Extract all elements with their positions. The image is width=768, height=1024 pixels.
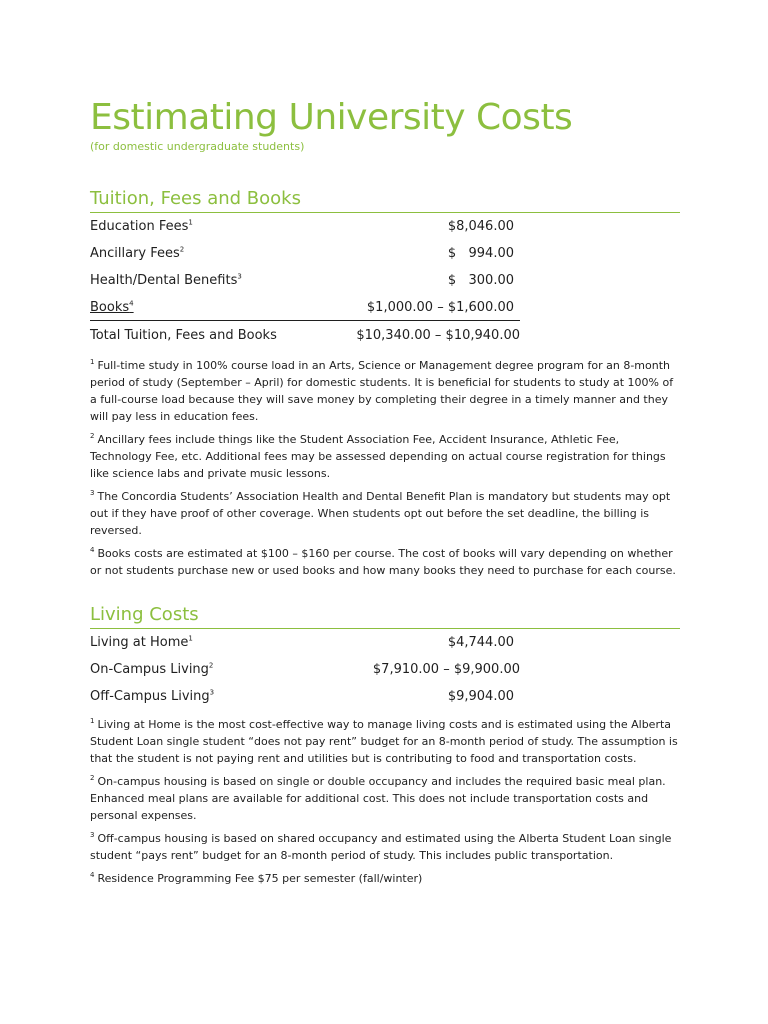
living-footnotes (90, 716, 680, 887)
footnote-ref: 2 (179, 245, 185, 254)
footnote-text: The Concordia Students’ Association Health and Dental Benefit Plan is mandatory but students may opt out if they have proof of other coverage. When students opt out before the set deadline, the billing is reversed. (90, 490, 671, 537)
cost-label: Living at Home (90, 635, 189, 650)
section-heading-living: Living Costs (90, 603, 680, 629)
footnote-text: Off-campus housing is based on shared occupancy and estimated using the Alberta Student Loan single student “pays rent” budget for an 8-month period of study. This includes public transportation. (90, 832, 672, 862)
footnote-mark: 3 (90, 831, 95, 840)
cost-amount: $10,340.00 – $10,940.00 (356, 328, 520, 343)
footnote-mark: 4 (90, 871, 95, 880)
cost-label: Total Tuition, Fees and Books (90, 328, 277, 343)
cost-amount: $8,046.00 (447, 219, 514, 234)
cost-row-books (90, 294, 520, 321)
tuition-footnotes (90, 357, 680, 579)
footnote (90, 431, 680, 482)
footnote-text: Living at Home is the most cost-effective way to manage living costs and is estimated using the Alberta Student Loan single student “does not pay rent” budget for an 8-month period of study. The assumption is that the student is not paying rent and utilities but is contributing to food and transportation costs. (90, 718, 678, 765)
footnote-text: Ancillary fees include things like the Student Association Fee, Accident Insurance, Athletic Fee, Technology Fee, etc. Additional fees may be assessed depending on actual course registration for things like science labs and private music lessons. (90, 433, 666, 480)
cost-row-off-campus (90, 683, 520, 710)
page-subtitle: (for domestic undergraduate students) (90, 140, 305, 153)
cost-row-health-dental (90, 267, 520, 294)
cost-row-living-at-home (90, 629, 520, 656)
cost-label: Books (90, 300, 130, 315)
cost-row-total (90, 321, 520, 351)
footnote-ref: 3 (237, 272, 242, 281)
cost-label: Education Fees (90, 219, 189, 234)
cost-row-ancillary-fees (90, 240, 520, 267)
footnote (90, 545, 680, 579)
cost-label: Ancillary Fees (90, 246, 180, 261)
cost-row-on-campus (90, 656, 520, 683)
cost-label: Off-Campus Living (90, 689, 210, 704)
footnote-mark: 1 (90, 358, 95, 367)
footnote-text: On-campus housing is based on single or double occupancy and includes the required basic meal plan. Enhanced meal plans are available for additional cost. This does not include transportation costs and personal expenses. (90, 775, 666, 822)
footnote (90, 357, 680, 425)
footnote-ref: 1 (188, 218, 193, 227)
footnote-ref: 4 (129, 299, 134, 308)
cost-amount: $4,744.00 (447, 635, 514, 650)
cost-label: On-Campus Living (90, 662, 209, 677)
cost-amount: $ 994.00 (447, 246, 514, 261)
footnote-mark: 2 (90, 774, 95, 783)
cost-amount: $9,904.00 (447, 689, 514, 704)
footnote-mark: 3 (90, 489, 95, 498)
document-page (90, 96, 680, 887)
footnote-text: Full-time study in 100% course load in an Arts, Science or Management degree program for an 8-month period of study (September – April) for domestic students. It is beneficial for students to study at 100% of a full-course load because they will save money by completing their degree in a timely manner and they will pay less in education fees. (90, 359, 674, 423)
cost-label: Health/Dental Benefits (90, 273, 238, 288)
footnote (90, 716, 680, 767)
footnote-text: Residence Programming Fee $75 per semester (fall/winter) (97, 872, 423, 885)
footnote (90, 870, 680, 887)
footnote (90, 830, 680, 864)
footnote-ref: 1 (188, 634, 193, 643)
footnote-mark: 4 (90, 546, 95, 555)
cost-row-education-fees (90, 213, 520, 240)
section-heading-tuition: Tuition, Fees and Books (90, 187, 680, 213)
footnote-mark: 1 (90, 717, 95, 726)
cost-amount: $ 300.00 (447, 273, 514, 288)
living-cost-table (90, 629, 520, 710)
footnote-text: Books costs are estimated at $100 – $160 per course. The cost of books will vary depending on whether or not students purchase new or used books and how many books they need to purchase for each course. (90, 547, 676, 577)
footnote-ref: 2 (208, 661, 214, 670)
footnote-ref: 3 (209, 688, 215, 697)
page-title: Estimating University Costs (90, 97, 573, 138)
tuition-cost-table (90, 213, 520, 351)
cost-amount: $1,000.00 – $1,600.00 (366, 300, 514, 315)
cost-amount: $7,910.00 – $9,900.00 (372, 662, 520, 677)
footnote (90, 773, 680, 824)
footnote-mark: 2 (90, 432, 95, 441)
footnote (90, 488, 680, 539)
